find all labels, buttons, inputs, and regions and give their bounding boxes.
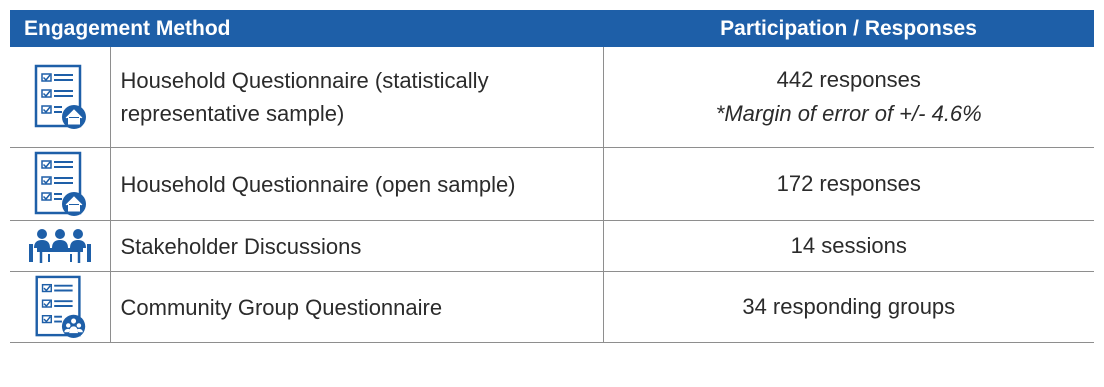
row-participation: 172 responses bbox=[603, 148, 1094, 221]
header-participation: Participation / Responses bbox=[603, 10, 1094, 47]
table-row bbox=[10, 148, 1094, 221]
row-participation: 14 sessions bbox=[603, 221, 1094, 272]
row-participation: 442 responses bbox=[776, 67, 921, 92]
row-method: Household Questionnaire (statistically representative sample) bbox=[110, 47, 603, 148]
table-row bbox=[10, 272, 1094, 343]
table-row bbox=[10, 221, 1094, 272]
row-method: Stakeholder Discussions bbox=[110, 221, 603, 272]
header-engagement-method: Engagement Method bbox=[10, 10, 603, 47]
meeting-people-icon bbox=[29, 228, 91, 264]
row-participation-cell bbox=[603, 47, 1094, 148]
household-questionnaire-icon bbox=[34, 64, 86, 130]
row-participation: 34 responding groups bbox=[603, 272, 1094, 343]
row-method: Household Questionnaire (open sample) bbox=[110, 148, 603, 221]
engagement-table bbox=[10, 10, 1094, 343]
table-row bbox=[10, 47, 1094, 148]
row-icon-cell bbox=[10, 47, 110, 148]
community-questionnaire-icon bbox=[34, 275, 86, 339]
row-icon-cell bbox=[10, 221, 110, 272]
row-icon-cell bbox=[10, 272, 110, 343]
row-icon-cell bbox=[10, 148, 110, 221]
table-header-row bbox=[10, 10, 1094, 47]
margin-of-error-note: *Margin of error of +/- 4.6% bbox=[715, 101, 982, 126]
row-method: Community Group Questionnaire bbox=[110, 272, 603, 343]
household-questionnaire-icon bbox=[34, 151, 86, 217]
